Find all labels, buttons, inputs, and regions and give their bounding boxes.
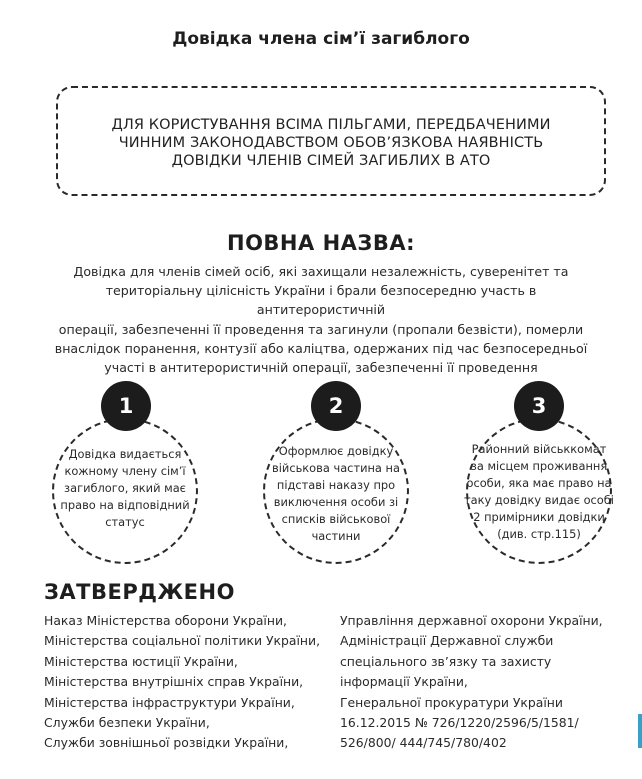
step-2-line: списків військової bbox=[281, 512, 391, 526]
step-2-line: військова частина на bbox=[272, 461, 400, 475]
step-3-line: особи, яка має право на bbox=[466, 476, 612, 490]
page-title: Довідка члена сім’ї загиблого bbox=[172, 29, 470, 49]
approved-org: Управління державної охорони України, bbox=[340, 613, 603, 628]
full-name-heading: ПОВНА НАЗВА: bbox=[227, 231, 415, 255]
approved-org: інформації України, bbox=[340, 674, 468, 690]
step-1-line: загиблого, який має bbox=[64, 481, 186, 495]
approved-org: Служби зовнішньої розвідки України, bbox=[44, 735, 289, 751]
step-1-line: право на відповідний bbox=[60, 498, 190, 512]
full-name-line: територіальну цілісність України і брали безпосередню участь в антитерористичній bbox=[105, 283, 537, 318]
approved-org: Наказ Міністерства оборони України, bbox=[44, 613, 287, 628]
step-1-text bbox=[58, 446, 192, 531]
approved-org: Генеральної прокуратури України bbox=[340, 694, 563, 710]
step-1-line: кожному члену сім’ї bbox=[64, 464, 186, 478]
approved-org: спеціального зв’язку та захисту bbox=[340, 653, 552, 669]
step-3-line: 2 примірники довідки bbox=[473, 510, 605, 524]
step-3-line: (див. стр.115) bbox=[497, 527, 581, 541]
notice-box bbox=[56, 86, 606, 196]
approved-left-column bbox=[44, 611, 320, 754]
step-3-line: Районний військкомат bbox=[471, 442, 607, 456]
approved-org: Адміністрації Державної служби bbox=[340, 633, 554, 649]
step-1-number: 1 bbox=[101, 381, 151, 431]
approved-org: Міністерства внутрішніх справ України, bbox=[44, 674, 304, 690]
approved-heading: ЗАТВЕРДЖЕНО bbox=[44, 580, 235, 604]
notice-line: ЧИННИМ ЗАКОНОДАВСТВОМ ОБОВ’ЯЗКОВА НАЯВНІСТЬ bbox=[118, 135, 544, 151]
approved-order-number: 526/800/ 444/745/780/402 bbox=[340, 735, 507, 751]
notice-text bbox=[111, 116, 550, 170]
page-edge-marker bbox=[638, 714, 642, 748]
approved-org: Міністерства соціальної політики України, bbox=[44, 633, 321, 649]
step-3-line: таку довідку видає особі bbox=[464, 493, 614, 507]
step-2-line: частини bbox=[311, 529, 361, 543]
step-2-line: виключення особи зі bbox=[273, 495, 399, 509]
step-2-text bbox=[267, 443, 405, 545]
approved-org: Служби безпеки України, bbox=[44, 715, 210, 731]
approved-org: Міністерства інфраструктури України, bbox=[44, 694, 295, 710]
full-name-line: операції, забезпеченні її проведення та загинули (пропали безвісти), померли bbox=[58, 321, 584, 337]
approved-org: Міністерства юстиції України, bbox=[44, 653, 238, 669]
full-name-line: участі в антитерористичній операції, забезпеченні її проведення bbox=[104, 360, 538, 376]
step-1-line: статус bbox=[105, 515, 145, 529]
approved-order-number: 16.12.2015 № 726/1220/2596/5/1581/ bbox=[340, 715, 579, 731]
step-3-line: за місцем проживання bbox=[470, 459, 608, 473]
step-2-line: підставі наказу про bbox=[276, 478, 396, 492]
step-2-line: Оформлює довідку bbox=[278, 444, 394, 458]
notice-line: ДЛЯ КОРИСТУВАННЯ ВСІМА ПІЛЬГАМИ, ПЕРЕДБАЧЕНИМИ bbox=[111, 117, 551, 133]
full-name-paragraph bbox=[40, 262, 602, 377]
full-name-line: внаслідок поранення, контузії або каліцтва, одержаних під час безпосередньої bbox=[54, 340, 588, 356]
step-2-number: 2 bbox=[311, 381, 361, 431]
step-3-number: 3 bbox=[514, 381, 564, 431]
approved-right-column bbox=[340, 611, 603, 754]
step-1-line: Довідка видається bbox=[68, 447, 182, 461]
step-3-text bbox=[462, 441, 616, 543]
full-name-line: Довідка для членів сімей осіб, які захищали незалежність, суверенітет та bbox=[73, 264, 569, 279]
notice-line: ДОВІДКИ ЧЛЕНІВ СІМЕЙ ЗАГИБЛИХ В АТО bbox=[171, 153, 491, 169]
